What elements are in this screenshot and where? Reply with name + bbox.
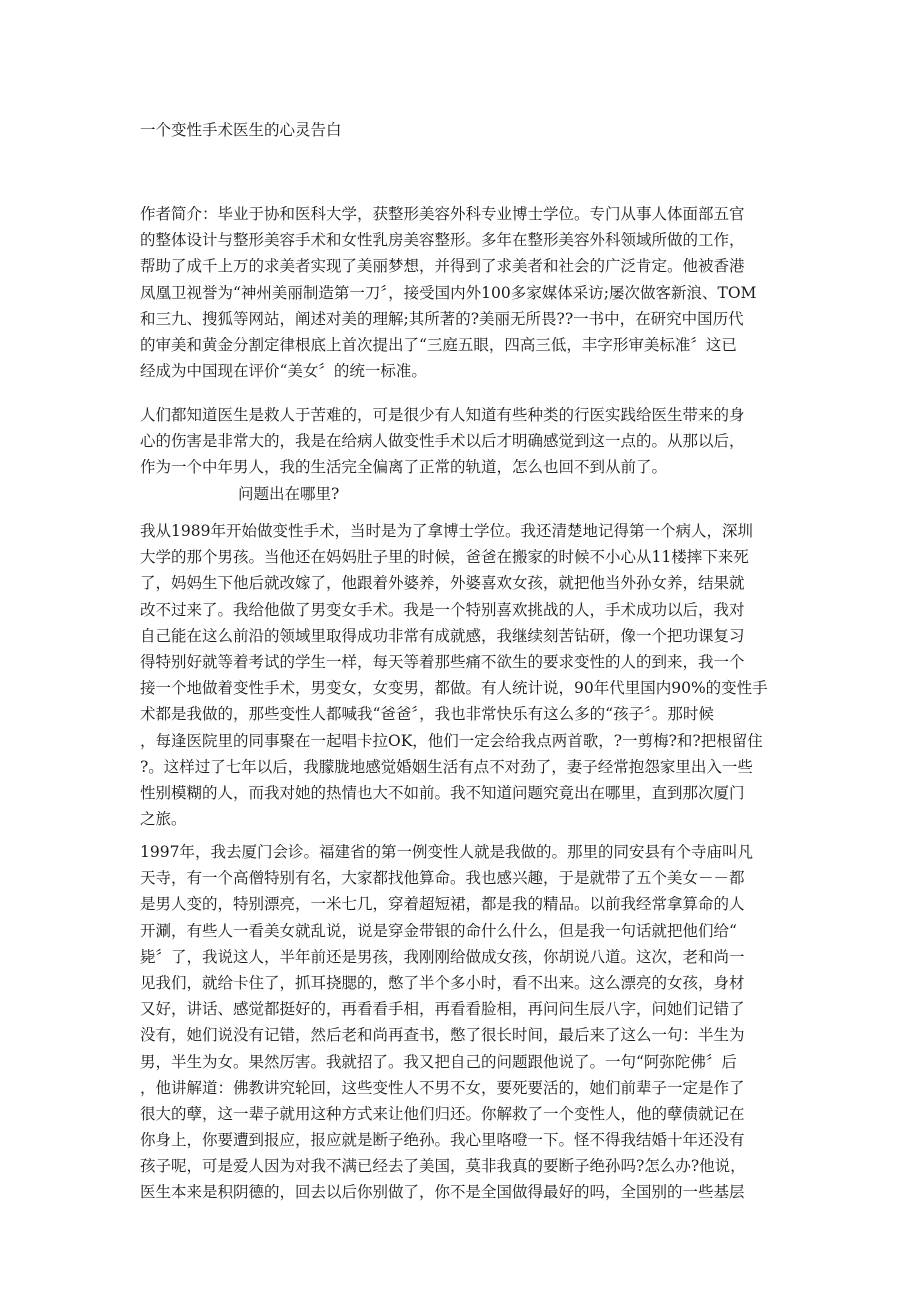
text-line: 之旅。 [140, 810, 187, 829]
paragraph-introduction [140, 402, 788, 507]
text-line: ，他讲解道：佛教讲究轮回，这些变性人不男不女，要死要活的，她们前辈子一定是作了 [140, 1078, 745, 1097]
paragraph-author-intro [140, 201, 788, 384]
text-line: 见我们，就给卡住了，抓耳挠腮的，憋了半个多小时，看不出来。这么漂亮的女孩，身材 [140, 973, 745, 992]
text-line: 大学的那个男孩。当他还在妈妈肚子里的时候，爸爸在搬家的时候不小心从11楼摔下来死 [140, 548, 749, 567]
text-line: 医生本来是积阴德的，回去以后你别做了，你不是全国做得最好的吗，全国别的一些基层 [140, 1183, 745, 1202]
text-line: 性别模糊的人，而我对她的热情也大不如前。我不知道问题究竟出在哪里，直到那次厦门 [140, 783, 745, 802]
text-line: 毙〞了，我说这人，半年前还是男孩，我刚刚给做成女孩，你胡说八道。这次，老和尚一 [140, 947, 745, 966]
text-line: 1997年，我去厦门会诊。福建省的第一例变性人就是我做的。那里的同安县有个寺庙叫凡 [140, 843, 753, 861]
text-line: 你身上，你要遭到报应，报应就是断子绝孙。我心里咯噔一下。怪不得我结婚十年还没有 [140, 1131, 745, 1150]
text-line: 又好，讲话、感觉都挺好的，再看看手相，再看看脸相，再问问生辰八字，问她们记错了 [140, 1000, 745, 1019]
text-line: 接一个地做着变性手术，男变女，女变男，都做。有人统计说，90年代里国内90%的变性手 [140, 679, 768, 698]
text-line: 和三九、搜狐等网站，阐述对美的理解;其所著的?美丽无所畏??一书中，在研究中国历代 [140, 309, 744, 328]
text-line: 的审美和黄金分割定律根底上首次提出了“三庭五眼，四高三低，丰字形审美标准〞这已 [140, 335, 737, 354]
text-line: 开涮，有些人一看美女就乱说，说是穿金带银的命什么什么，但是我一句话就把他们给“ [140, 921, 737, 940]
text-line: 了，妈妈生下他后就改嫁了，他跟着外婆养，外婆喜欢女孩，就把他当外孙女养，结果就 [140, 574, 745, 593]
paragraph-1989 [140, 518, 788, 832]
text-line: 自己能在这么前沿的领域里取得成功非常有成就感，我继续刻苦钻研，像一个把功课复习 [140, 626, 745, 645]
text-line: 孩子呢，可是爱人因为对我不满已经去了美国，莫非我真的要断子绝孙吗?怎么办?他说， [140, 1157, 746, 1176]
text-line: 没有，她们说没有记错，然后老和尚再查书，憋了很长时间，最后来了这么一句：半生为 [140, 1026, 745, 1045]
text-line: ?。这样过了七年以后，我朦胧地感觉婚姻生活有点不对劲了，妻子经常抱怨家里出入一些 [140, 757, 753, 776]
text-line: 天寺，有一个高僧特别有名，大家都找他算命。我也感兴趣，于是就带了五个美女－－都 [140, 869, 745, 888]
text-line: 作为一个中年男人，我的生活完全偏离了正常的轨道，怎么也回不到从前了。 [140, 458, 668, 477]
text-line: 得特别好就等着考试的学生一样，每天等着那些痛不欲生的要求变性的人的到来，我一个 [140, 652, 745, 671]
text-line: 是男人变的，特别漂亮，一米七几，穿着超短裙，都是我的精品。以前我经常拿算命的人 [140, 895, 745, 914]
text-line: 改不过来了。我给他做了男变女手术。我是一个特别喜欢挑战的人，手术成功以后，我对 [140, 600, 745, 619]
text-line: 男，半生为女。果然厉害。我就招了。我又把自己的问题跟他说了。一句“阿弥陀佛〞后 [140, 1052, 737, 1071]
text-line: 人们都知道医生是救人于苦难的，可是很少有人知道有些种类的行医实践给医生带来的身 [140, 406, 745, 424]
text-line: 的整体设计与整形美容手术和女性乳房美容整形。多年在整形美容外科领域所做的工作， [140, 231, 745, 250]
text-line: ，每逢医院里的同事聚在一起唱卡拉OK，他们一定会给我点两首歌，?一剪梅?和?把根留住 [140, 731, 763, 750]
text-line: 凤凰卫视誉为“神州美丽制造第一刀〞，接受国内外100多家媒体采访;屡次做客新浪、TOM [140, 283, 757, 302]
paragraph-1997 [140, 839, 788, 1206]
text-line: 作者简介：毕业于协和医科大学，获整形美容外科专业博士学位。专门从事人体面部五官 [140, 205, 745, 223]
text-line: 经成为中国现在评价“美女〞的统一标准。 [140, 362, 427, 381]
text-line: 很大的孽，这一辈子就用这种方式来让他们归还。你解救了一个变性人，他的孽债就记在 [140, 1104, 745, 1123]
text-line: 术都是我做的，那些变性人都喊我“爸爸〞，我也非常快乐有这么多的“孩子〞。那时候 [140, 705, 714, 724]
text-line: 我从1989年开始做变性手术，当时是为了拿博士学位。我还清楚地记得第一个病人，深圳 [140, 522, 753, 540]
document-title: 一个变性手术医生的心灵告白 [140, 121, 342, 139]
section-subheading: 问题出在哪里? [238, 484, 340, 503]
text-line: 心的伤害是非常大的，我是在给病人做变性手术以后才明确感觉到这一点的。从那以后， [140, 432, 745, 451]
text-line: 帮助了成千上万的求美者实现了美丽梦想，并得到了求美者和社会的广泛肯定。他被香港 [140, 257, 745, 276]
